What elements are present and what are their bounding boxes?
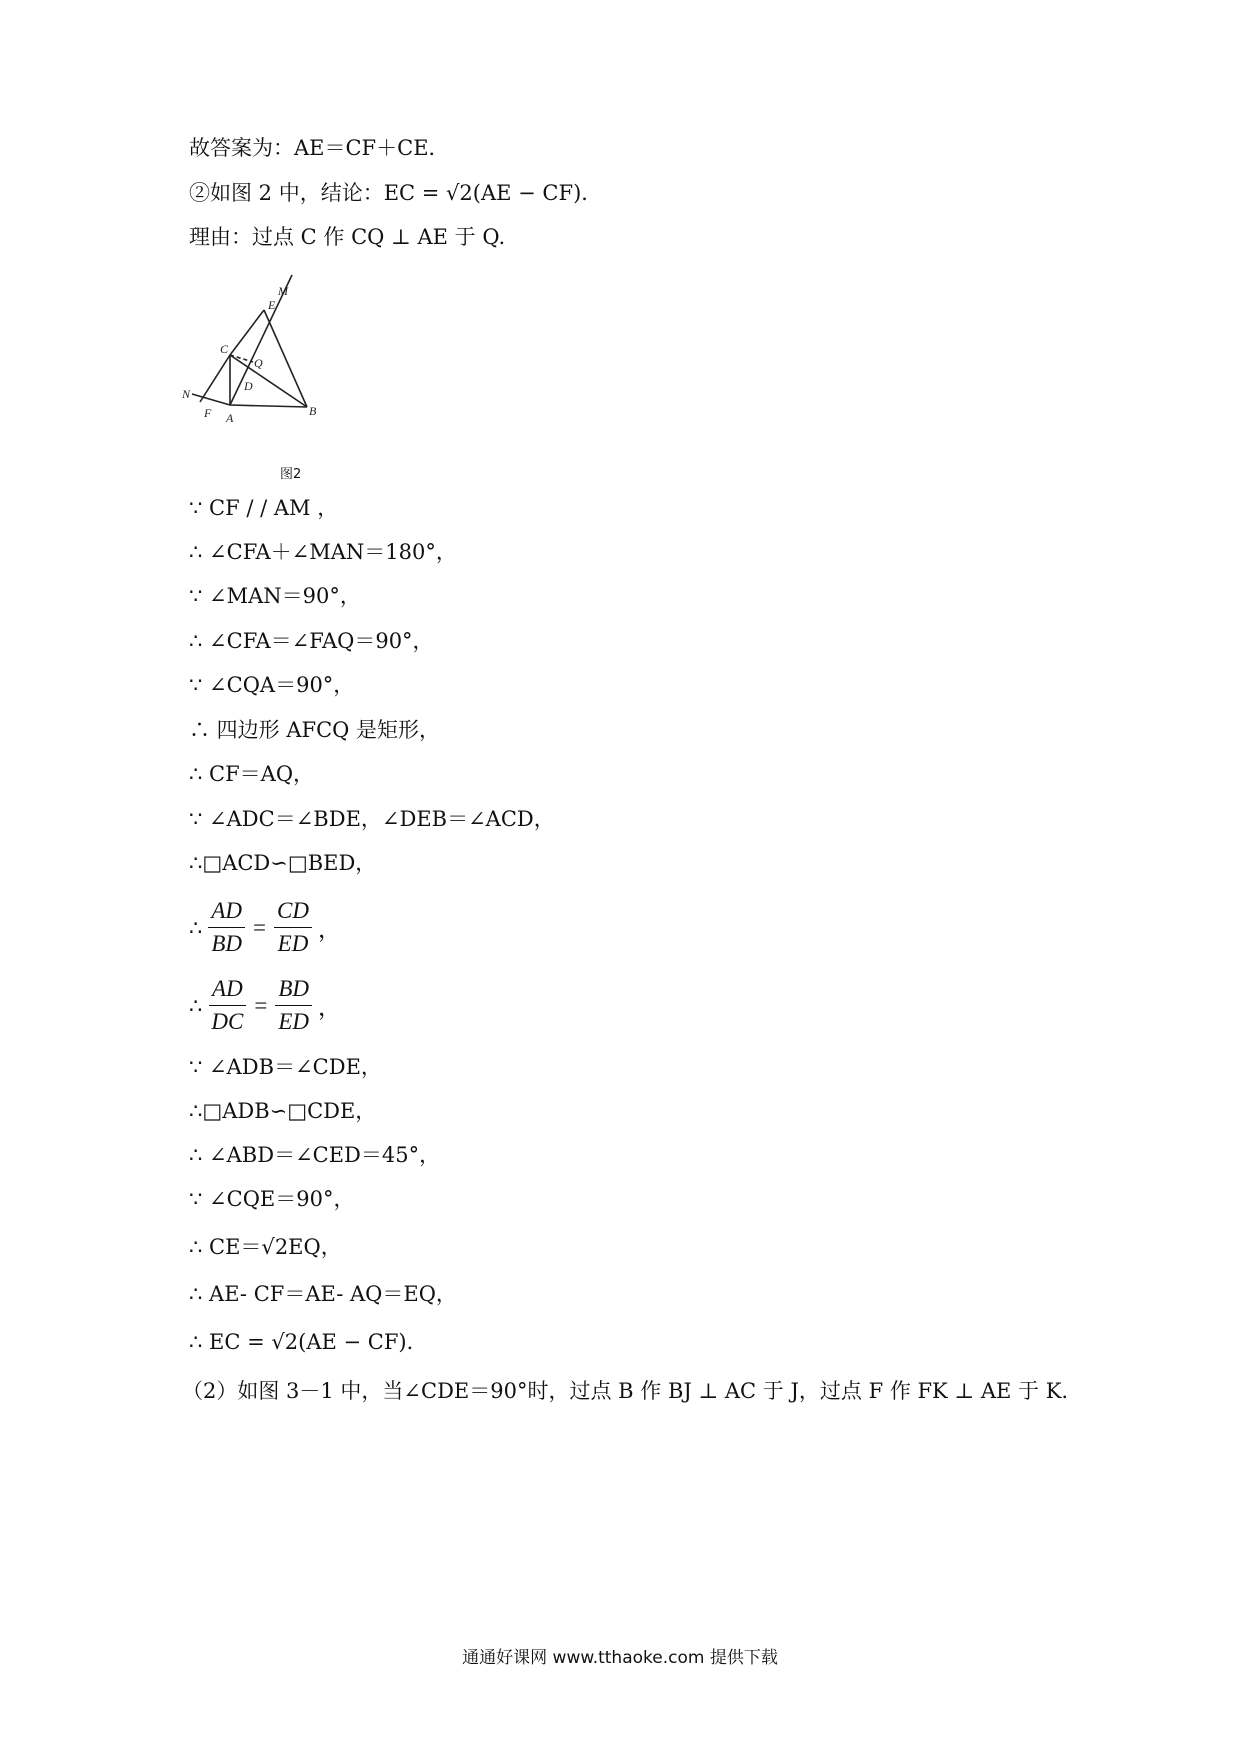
numerator: CD: [274, 897, 312, 928]
label-Q: Q: [254, 356, 263, 370]
proof-step: ∴ ∠ABD＝∠CED＝45°，: [189, 1143, 441, 1167]
numerator: AD: [209, 975, 246, 1006]
figure-caption: 图2: [280, 467, 302, 482]
therefore-symbol: ∴: [189, 915, 203, 940]
fraction-step-2: [189, 975, 341, 1036]
numerator: AD: [208, 897, 245, 928]
equals-sign: =: [253, 914, 267, 940]
denominator: DC: [211, 1009, 244, 1034]
proof-step: ∴□ACD∽□BED，: [189, 851, 377, 875]
proof-step: ∵ CF / / AM ，: [189, 496, 339, 520]
proof-step: ∵ ∠MAN＝90°，: [189, 584, 361, 608]
label-B: B: [309, 404, 317, 418]
proof-step: ∵ ∠CQA＝90°，: [189, 673, 355, 697]
equals-sign: =: [254, 992, 268, 1018]
proof-step: ∴ ∠CFA＋∠MAN＝180°，: [189, 540, 457, 564]
denominator: ED: [278, 1009, 309, 1034]
proof-step: ∵ ∠ADB＝∠CDE，: [189, 1055, 382, 1079]
proof-step: ∴ CE＝√2EQ，: [189, 1235, 342, 1259]
fraction: [208, 975, 246, 1036]
geometry-diagram: [182, 284, 360, 485]
proof-step: ∴ AE- CF＝AE- AQ＝EQ，: [189, 1282, 457, 1306]
fraction: [274, 897, 312, 958]
denominator: BD: [211, 931, 243, 956]
label-E: E: [268, 298, 276, 312]
label-D: D: [244, 379, 253, 393]
proof-step: ∵ ∠ADC＝∠BDE，∠DEB＝∠ACD，: [189, 807, 555, 831]
proof-step: ∵ ∠CQE＝90°，: [189, 1187, 355, 1211]
proof-step: ∴ EC = √2(AE − CF)．: [189, 1330, 428, 1354]
fraction: [208, 897, 245, 958]
proof-step: ∴ ∠CFA＝∠FAQ＝90°，: [189, 629, 434, 653]
punctuation: ，: [317, 917, 341, 943]
figure-2: [182, 284, 360, 485]
label-A: A: [226, 411, 234, 425]
proof-step: ∴□ADB∽□CDE，: [189, 1099, 377, 1123]
proof-step: ∴ 四边形 AFCQ 是矩形，: [189, 718, 441, 742]
conclusion-line: ②如图 2 中，结论：EC = √2(AE − CF)．: [189, 181, 603, 205]
label-F: F: [204, 406, 212, 420]
fraction-step-1: [189, 897, 341, 958]
therefore-symbol: ∴: [189, 993, 203, 1018]
label-C: C: [220, 342, 229, 356]
footer-watermark: 通通好课网 www.tthaoke.com 提供下载: [462, 1648, 778, 1668]
denominator: ED: [277, 931, 309, 956]
proof-step: ∴ CF＝AQ，: [189, 762, 315, 786]
label-M: M: [278, 284, 288, 298]
numerator: BD: [275, 975, 312, 1006]
part-2-line: （2）如图 3－1 中，当∠CDE＝90°时，过点 B 作 BJ ⊥ AC 于 J，过点 F 作 FK ⊥ AE 于 K.: [182, 1379, 1069, 1403]
answer-line: 故答案为：AE＝CF＋CE．: [189, 136, 450, 160]
punctuation: ，: [317, 995, 341, 1021]
reason-line: 理由：过点 C 作 CQ ⊥ AE 于 Q.: [189, 225, 506, 249]
label-N: N: [182, 387, 191, 401]
fraction: [275, 975, 312, 1036]
